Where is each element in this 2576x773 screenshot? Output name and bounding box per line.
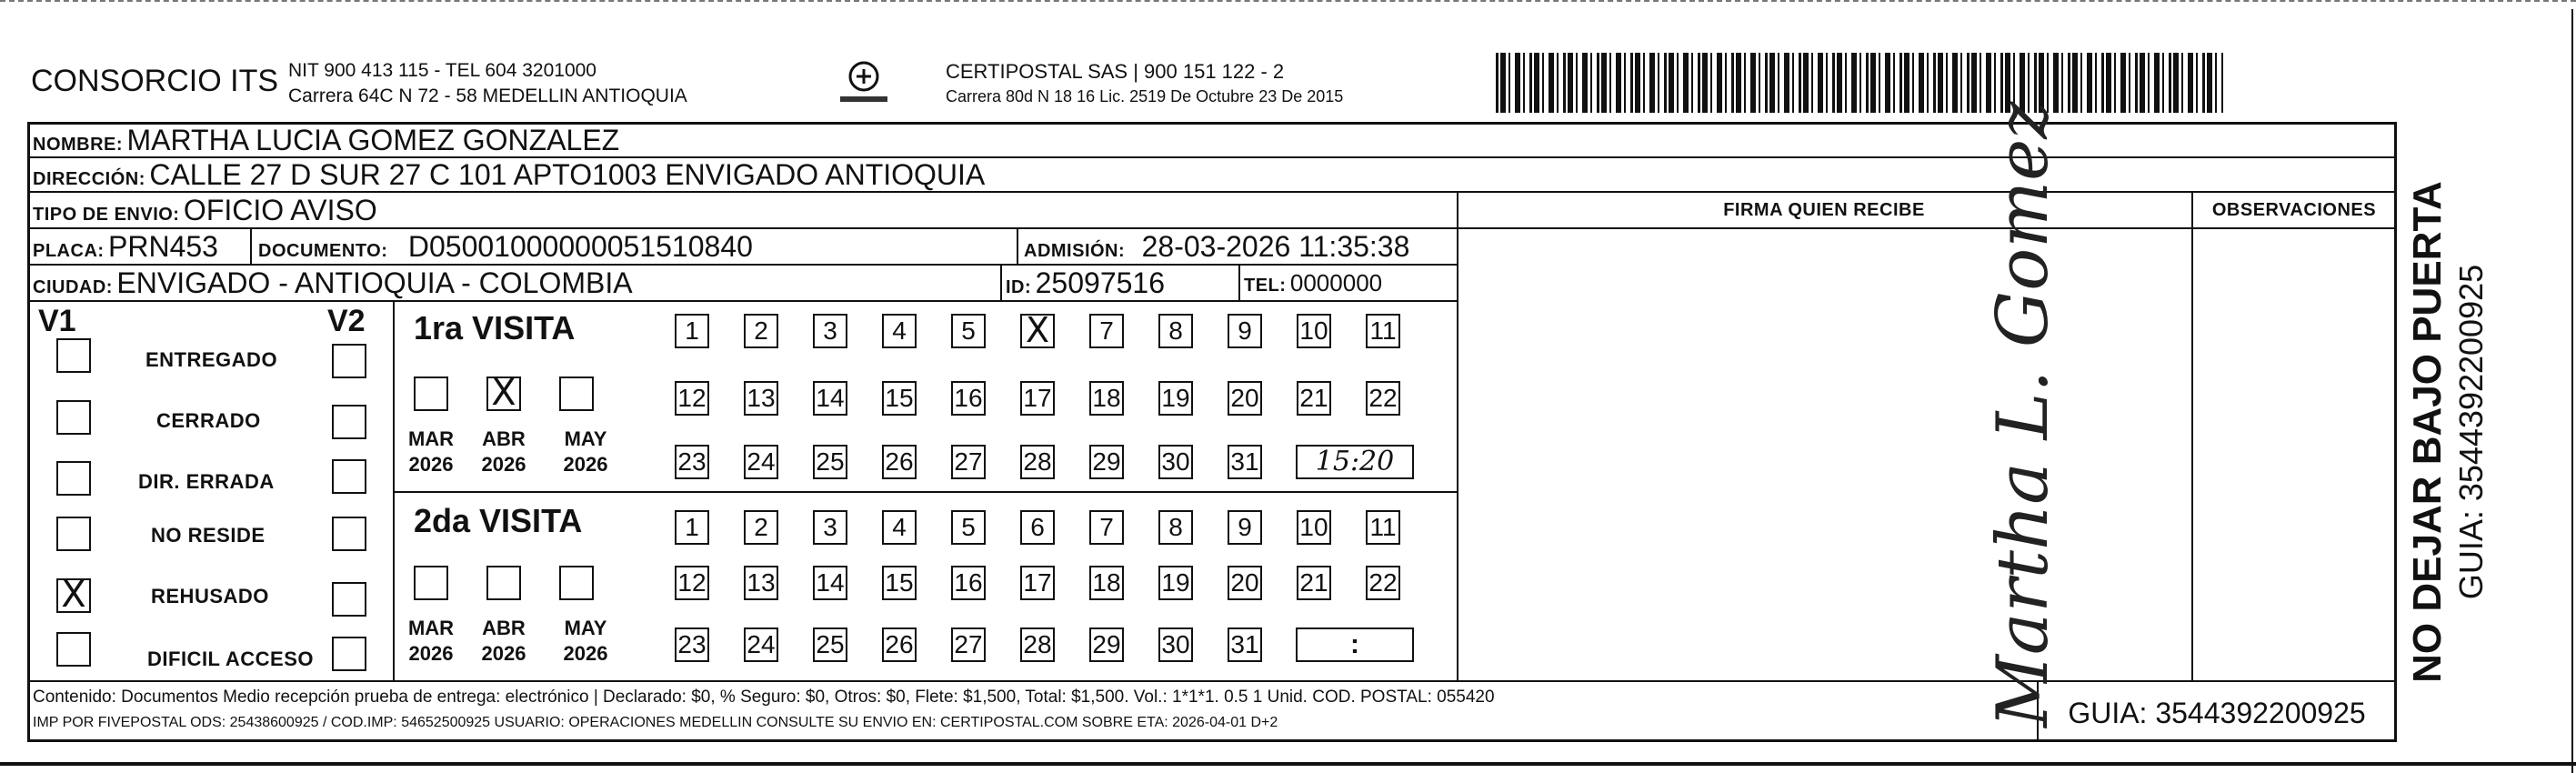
day-box[interactable]: 18 <box>1089 381 1124 416</box>
day-box[interactable]: 27 <box>951 445 986 479</box>
day-box[interactable]: 12 <box>675 566 709 600</box>
day-box[interactable]: 16 <box>951 381 986 416</box>
day-box[interactable]: 26 <box>882 445 917 479</box>
documento-value: D05001000000051510840 <box>407 230 753 263</box>
option-label: ENTREGADO <box>145 348 278 371</box>
v1-checkbox-cerrado[interactable] <box>56 400 91 435</box>
company-nit: NIT 900 413 115 - TEL 604 3201000 <box>288 60 596 81</box>
ciudad-value: ENVIGADO - ANTIOQUIA - COLOMBIA <box>116 266 633 299</box>
day-box[interactable]: 3 <box>813 314 847 348</box>
page-right-edge <box>2571 9 2573 773</box>
first-visit-time-field[interactable]: 15:20 <box>1296 445 1414 479</box>
v2-label: V2 <box>327 304 366 338</box>
footer-imp: IMP POR FIVEPOSTAL ODS: 25438600925 / COD.IMP: 54652500925 USUARIO: OPERACIONES MEDELLIN CONSULTE SU ENVIO EN: CERTIPOSTAL.COM SOBRE ETA: 2026-04-01 D+2 <box>33 715 1278 730</box>
day-box[interactable]: 22 <box>1366 381 1400 416</box>
v2-checkbox-dir-errada[interactable] <box>332 459 366 494</box>
day-box[interactable]: 8 <box>1158 314 1193 348</box>
day-box[interactable]: 27 <box>951 627 986 662</box>
day-box[interactable]: 19 <box>1158 381 1193 416</box>
day-box[interactable]: 25 <box>813 445 847 479</box>
month-checkbox-mar[interactable] <box>414 376 448 411</box>
day-box[interactable]: 29 <box>1089 445 1124 479</box>
company-address: Carrera 64C N 72 - 58 MEDELLIN ANTIOQUIA <box>288 85 687 106</box>
day-box[interactable]: 17 <box>1020 381 1055 416</box>
year-label: 2026 <box>408 453 454 476</box>
day-box[interactable]: 15 <box>882 566 917 600</box>
day-box[interactable]: 28 <box>1020 627 1055 662</box>
day-box[interactable]: 11 <box>1366 510 1400 545</box>
carrier-line1: CERTIPOSTAL SAS | 900 151 122 - 2 <box>946 60 1285 83</box>
id-cell <box>1006 266 1165 300</box>
footer-contenido: Contenido: Documentos Medio recepción prueba de entrega: electrónico | Declarado: $0, % Seguro: $0, Otros: $0, Flete: $1,500, Total: $1,500. Vol.: 1*1*1. 0.5 1 Unid. COD. POSTAL: 055420 <box>33 688 1495 707</box>
tel-cell <box>1244 269 1382 297</box>
v1-checkbox-entregado[interactable] <box>56 338 91 373</box>
day-box[interactable]: 25 <box>813 627 847 662</box>
day-box[interactable]: 19 <box>1158 566 1193 600</box>
tipo-value: OFICIO AVISO <box>183 194 377 226</box>
direccion-value: CALLE 27 D SUR 27 C 101 APTO1003 ENVIGADO ANTIOQUIA <box>149 158 986 191</box>
tel-value: 0000000 <box>1289 269 1383 296</box>
option-label: NO RESIDE <box>151 524 266 547</box>
day-box[interactable]: 14 <box>813 566 847 600</box>
year-label: 2026 <box>481 453 526 476</box>
year-label: 2026 <box>408 642 454 665</box>
day-box[interactable]: 7 <box>1089 510 1124 545</box>
top-edge-artifact <box>0 0 2576 7</box>
day-box[interactable]: 9 <box>1228 314 1262 348</box>
day-box[interactable]: 31 <box>1228 445 1262 479</box>
second-visit-title: 2da VISITA <box>414 502 583 539</box>
placa-cell <box>33 230 218 264</box>
day-box[interactable]: 7 <box>1089 314 1124 348</box>
option-label: DIFICIL ACCESO <box>147 648 315 670</box>
day-box[interactable]: 10 <box>1297 510 1331 545</box>
day-box[interactable]: 30 <box>1158 627 1193 662</box>
day-box[interactable]: 15 <box>882 381 917 416</box>
day-box[interactable]: 5 <box>951 314 986 348</box>
v2-checkbox-dificil-acceso[interactable] <box>332 637 366 671</box>
second-visit-time-field[interactable]: : <box>1296 627 1414 662</box>
ciudad-cell <box>33 266 633 300</box>
day-box[interactable]: 20 <box>1228 566 1262 600</box>
direccion-row <box>33 158 985 192</box>
tel-label: TEL: <box>1244 276 1287 296</box>
company-name: CONSORCIO ITS <box>31 64 279 98</box>
day-box[interactable]: 1 <box>675 314 709 348</box>
day-box[interactable]: 23 <box>675 627 709 662</box>
month-label: MAR <box>407 427 455 450</box>
day-box[interactable]: 2 <box>744 314 778 348</box>
firma-label: FIRMA QUIEN RECIBE <box>1723 200 1925 220</box>
day-box[interactable]: 21 <box>1297 566 1331 600</box>
tipo-label: TIPO DE ENVIO: <box>33 205 180 225</box>
nombre-label: NOMBRE: <box>33 135 124 155</box>
day-cross-mark: X <box>1025 310 1050 350</box>
placa-label: PLACA: <box>33 241 105 261</box>
day-box[interactable]: 6 <box>1020 510 1055 545</box>
v2-checkbox-rehusado[interactable] <box>332 582 366 617</box>
day-box[interactable]: 4 <box>882 510 917 545</box>
month-checkbox-may[interactable] <box>559 566 594 600</box>
day-box[interactable]: 2 <box>744 510 778 545</box>
admision-value: 28-03-2026 11:35:38 <box>1141 230 1410 263</box>
v1-checkbox-dificil-acceso[interactable] <box>56 632 91 667</box>
certipostal-logo-icon <box>837 56 891 109</box>
admision-cell <box>1024 230 1409 264</box>
day-box[interactable]: 31 <box>1228 627 1262 662</box>
day-box[interactable]: 24 <box>744 627 778 662</box>
nombre-row <box>33 124 619 157</box>
option-label: REHUSADO <box>151 585 269 607</box>
day-box[interactable]: 9 <box>1228 510 1262 545</box>
day-box[interactable]: 17 <box>1020 566 1055 600</box>
month-label: ABR <box>482 617 526 639</box>
barcode <box>1496 53 2223 113</box>
day-box[interactable]: 13 <box>744 381 778 416</box>
v1-checkbox-dir-errada[interactable] <box>56 461 91 496</box>
day-box[interactable] <box>1020 310 1055 350</box>
month-checkbox-abr[interactable] <box>486 566 521 600</box>
day-box[interactable]: 1 <box>675 510 709 545</box>
day-box[interactable]: 4 <box>882 314 917 348</box>
month-label: MAY <box>564 427 607 450</box>
tipo-row <box>33 194 377 227</box>
year-label: 2026 <box>481 642 526 665</box>
v2-checkbox-entregado[interactable] <box>332 344 366 378</box>
day-box[interactable]: 3 <box>813 510 847 545</box>
day-box[interactable]: 30 <box>1158 445 1193 479</box>
documento-cell <box>258 230 753 264</box>
month-label: MAY <box>564 617 607 639</box>
day-box[interactable]: 8 <box>1158 510 1193 545</box>
day-box[interactable]: 10 <box>1297 314 1331 348</box>
day-box[interactable]: 12 <box>675 381 709 416</box>
footer-guia: GUIA: 3544392200925 <box>2068 697 2366 729</box>
day-box[interactable]: 26 <box>882 627 917 662</box>
v2-checkbox-no-reside[interactable] <box>332 517 366 551</box>
v1-checkbox-rehusado[interactable]: X <box>56 578 91 613</box>
month-checkbox-may[interactable] <box>559 376 594 411</box>
side-no-dejar: NO DEJAR BAJO PUERTA <box>2405 181 2450 683</box>
day-box[interactable]: 14 <box>813 381 847 416</box>
day-box[interactable]: 22 <box>1366 566 1400 600</box>
first-visit-title: 1ra VISITA <box>414 309 576 346</box>
ciudad-label: CIUDAD: <box>33 277 113 297</box>
month-label: MAR <box>407 617 455 639</box>
option-label: CERRADO <box>156 409 261 432</box>
v1-label: V1 <box>38 304 76 338</box>
day-box[interactable]: 11 <box>1366 314 1400 348</box>
month-checkbox-abr[interactable]: X <box>486 376 521 411</box>
day-box[interactable]: 29 <box>1089 627 1124 662</box>
option-label: DIR. ERRADA <box>138 470 275 493</box>
day-box[interactable]: 5 <box>951 510 986 545</box>
month-label: ABR <box>482 427 526 450</box>
year-label: 2026 <box>563 453 608 476</box>
page-bottom-edge <box>0 762 2576 766</box>
placa-value: PRN453 <box>108 230 218 263</box>
day-box[interactable]: 13 <box>744 566 778 600</box>
id-label: ID: <box>1006 277 1032 297</box>
v1-checkbox-no-reside[interactable] <box>56 517 91 551</box>
day-box[interactable]: 21 <box>1297 381 1331 416</box>
month-checkbox-mar[interactable] <box>414 566 448 600</box>
day-box[interactable]: 16 <box>951 566 986 600</box>
handwritten-signature: Martha L. Gomez <box>1982 101 2064 728</box>
side-guia: GUIA: 3544392200925 <box>2452 264 2490 600</box>
year-label: 2026 <box>563 642 608 665</box>
day-box[interactable]: 24 <box>744 445 778 479</box>
day-box[interactable]: 18 <box>1089 566 1124 600</box>
carrier-line2: Carrera 80d N 18 16 Lic. 2519 De Octubre 23 De 2015 <box>946 87 1344 105</box>
v2-checkbox-cerrado[interactable] <box>332 405 366 439</box>
day-box[interactable]: 28 <box>1020 445 1055 479</box>
admision-label: ADMISIÓN: <box>1024 241 1126 261</box>
direccion-label: DIRECCIÓN: <box>33 169 145 189</box>
id-value: 25097516 <box>1035 266 1165 299</box>
nombre-value: MARTHA LUCIA GOMEZ GONZALEZ <box>126 124 620 156</box>
side-warning <box>2405 114 2505 750</box>
day-box[interactable]: 20 <box>1228 381 1262 416</box>
observaciones-label: OBSERVACIONES <box>2211 200 2377 220</box>
documento-label: DOCUMENTO: <box>258 241 388 261</box>
day-box[interactable]: 23 <box>675 445 709 479</box>
